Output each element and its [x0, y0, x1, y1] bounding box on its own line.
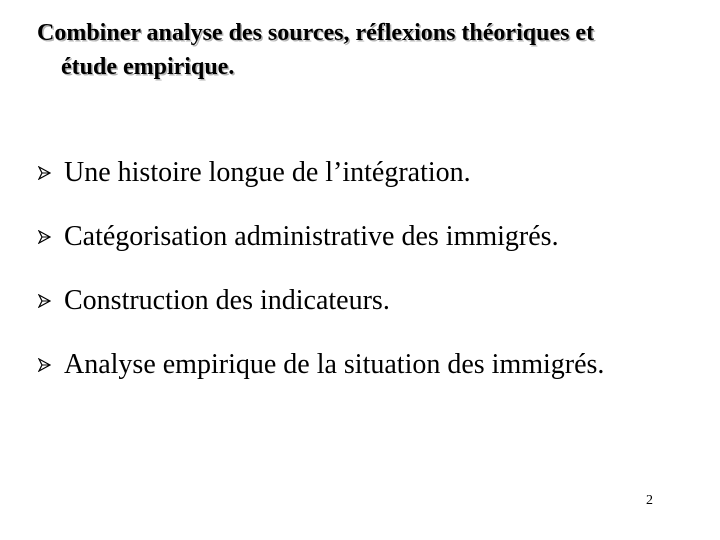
slide-title: [37, 16, 697, 84]
slide-title-line-2: étude empirique.: [61, 54, 235, 80]
arrowhead-bullet-icon: [38, 358, 51, 372]
slide-title-line-1: Combiner analyse des sources, réflexions théoriques et: [37, 20, 595, 46]
arrowhead-bullet-icon: [38, 230, 51, 244]
bullet-text: Catégorisation administrative des immigrés.: [64, 221, 559, 252]
bullet-text: Analyse empirique de la situation des immigrés.: [64, 349, 605, 380]
arrowhead-bullet-icon: [38, 294, 51, 308]
arrowhead-bullet-icon: [38, 166, 51, 180]
bullet-text: Construction des indicateurs.: [64, 285, 390, 316]
bullet-text: Une histoire longue de l’intégration.: [64, 157, 471, 188]
page-number: 2: [646, 493, 653, 508]
